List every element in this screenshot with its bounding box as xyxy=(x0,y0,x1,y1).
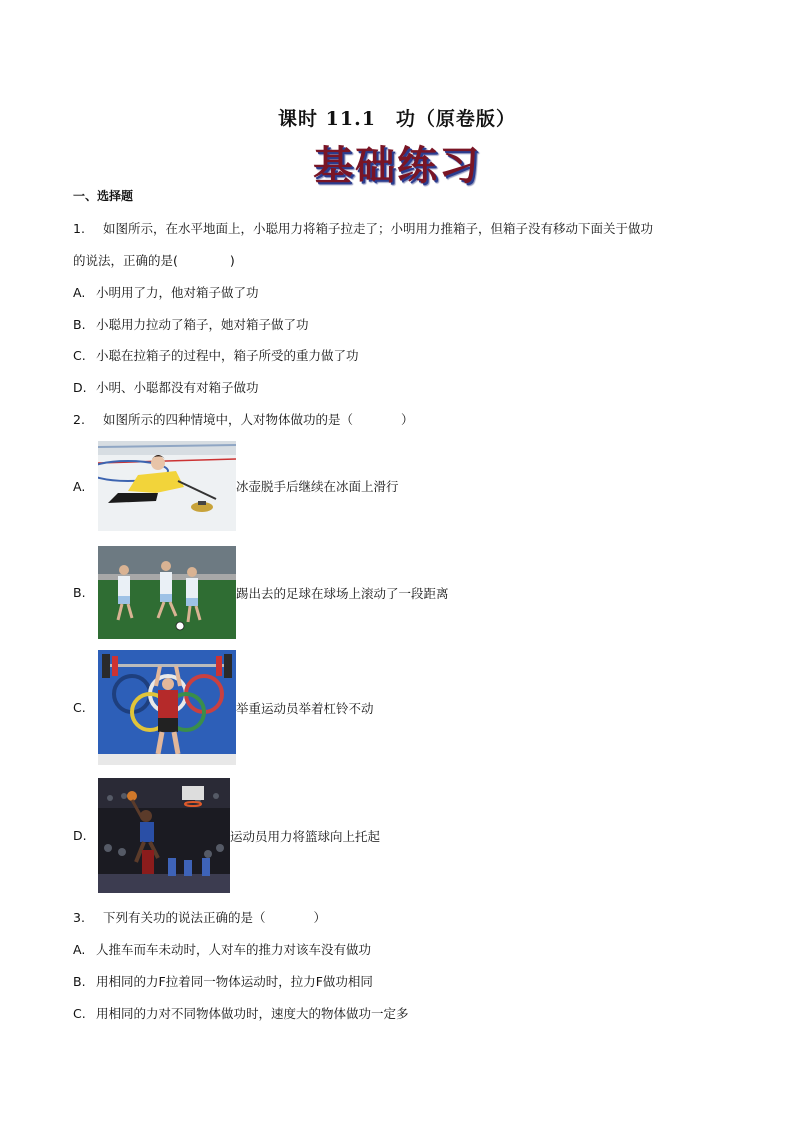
option-letter: C. xyxy=(73,348,86,363)
option-letter: C. xyxy=(73,1006,86,1021)
option-text: 踢出去的足球在球场上滚动了一段距离 xyxy=(236,585,449,601)
question-number: 1. xyxy=(73,221,85,236)
option-letter: B. xyxy=(73,317,86,332)
question-2-line-1 xyxy=(73,410,414,428)
option-text: 小明、小聪都没有对箱子做功 xyxy=(96,380,259,395)
option-text: 人推车而车未动时，人对车的推力对该车没有做功 xyxy=(96,942,372,957)
option-3a[interactable] xyxy=(73,940,371,958)
question-text: 如图所示，在水平地面上，小聪用力将箱子拉走了；小明用力推箱子，但箱子没有移动下面关于做功 xyxy=(103,221,654,236)
question-1-line-2 xyxy=(73,251,235,269)
option-text: 冰壶脱手后继续在冰面上滑行 xyxy=(236,479,399,494)
option-letter: C. xyxy=(73,700,86,715)
question-text: 下列有关功的说法正确的是（ xyxy=(103,910,266,925)
option-letter: A. xyxy=(73,942,86,957)
option-text: 运动员用力将篮球向上托起 xyxy=(230,828,381,844)
option-3c[interactable] xyxy=(73,1004,409,1022)
option-letter: A. xyxy=(73,285,86,300)
question-text: ） xyxy=(401,412,414,427)
option-text: 用相同的力F拉着同一物体运动时，拉力F做功相同 xyxy=(96,974,373,989)
question-text: ) xyxy=(229,253,235,268)
curling-photo xyxy=(98,441,236,531)
question-3-line-1 xyxy=(73,908,326,926)
option-3b[interactable] xyxy=(73,972,373,990)
banner-title: 基础练习 xyxy=(313,142,481,189)
option-1b[interactable] xyxy=(73,315,309,333)
option-1d[interactable] xyxy=(73,378,259,396)
option-letter: D. xyxy=(73,828,87,843)
weightlifting-photo xyxy=(98,650,236,765)
section-heading: 一、选择题 xyxy=(73,189,134,203)
option-text: 小明用了力，他对箱子做了功 xyxy=(96,285,259,300)
option-2d[interactable] xyxy=(73,778,380,893)
option-letter: B. xyxy=(73,585,86,600)
option-text: 举重运动员举着杠铃不动 xyxy=(236,700,374,716)
question-1-line-1 xyxy=(73,219,653,237)
option-letter: A. xyxy=(73,478,86,494)
question-text: 的说法，正确的是( xyxy=(73,253,178,268)
question-text: ） xyxy=(313,910,327,925)
option-2b[interactable] xyxy=(73,546,449,639)
option-text: 小聪用力拉动了箱子，她对箱子做了功 xyxy=(96,317,309,332)
option-text: 用相同的力对不同物体做功时，速度大的物体做功一定多 xyxy=(96,1006,409,1021)
option-letter: B. xyxy=(73,974,86,989)
option-1c[interactable] xyxy=(73,346,359,364)
option-text: 小聪在拉箱子的过程中，箱子所受的重力做了功 xyxy=(96,348,359,363)
option-2a[interactable] xyxy=(73,441,399,531)
option-2c[interactable] xyxy=(73,650,374,765)
option-1a[interactable] xyxy=(73,283,259,301)
page-title: 课时 11.1 功（原卷版） xyxy=(278,108,516,130)
question-text: 如图所示的四种情境中，人对物体做功的是（ xyxy=(103,412,354,427)
option-letter: D. xyxy=(73,380,87,395)
question-number: 2. xyxy=(73,412,85,427)
question-number: 3. xyxy=(73,910,85,925)
basketball-photo xyxy=(98,778,230,893)
soccer-photo xyxy=(98,546,236,639)
